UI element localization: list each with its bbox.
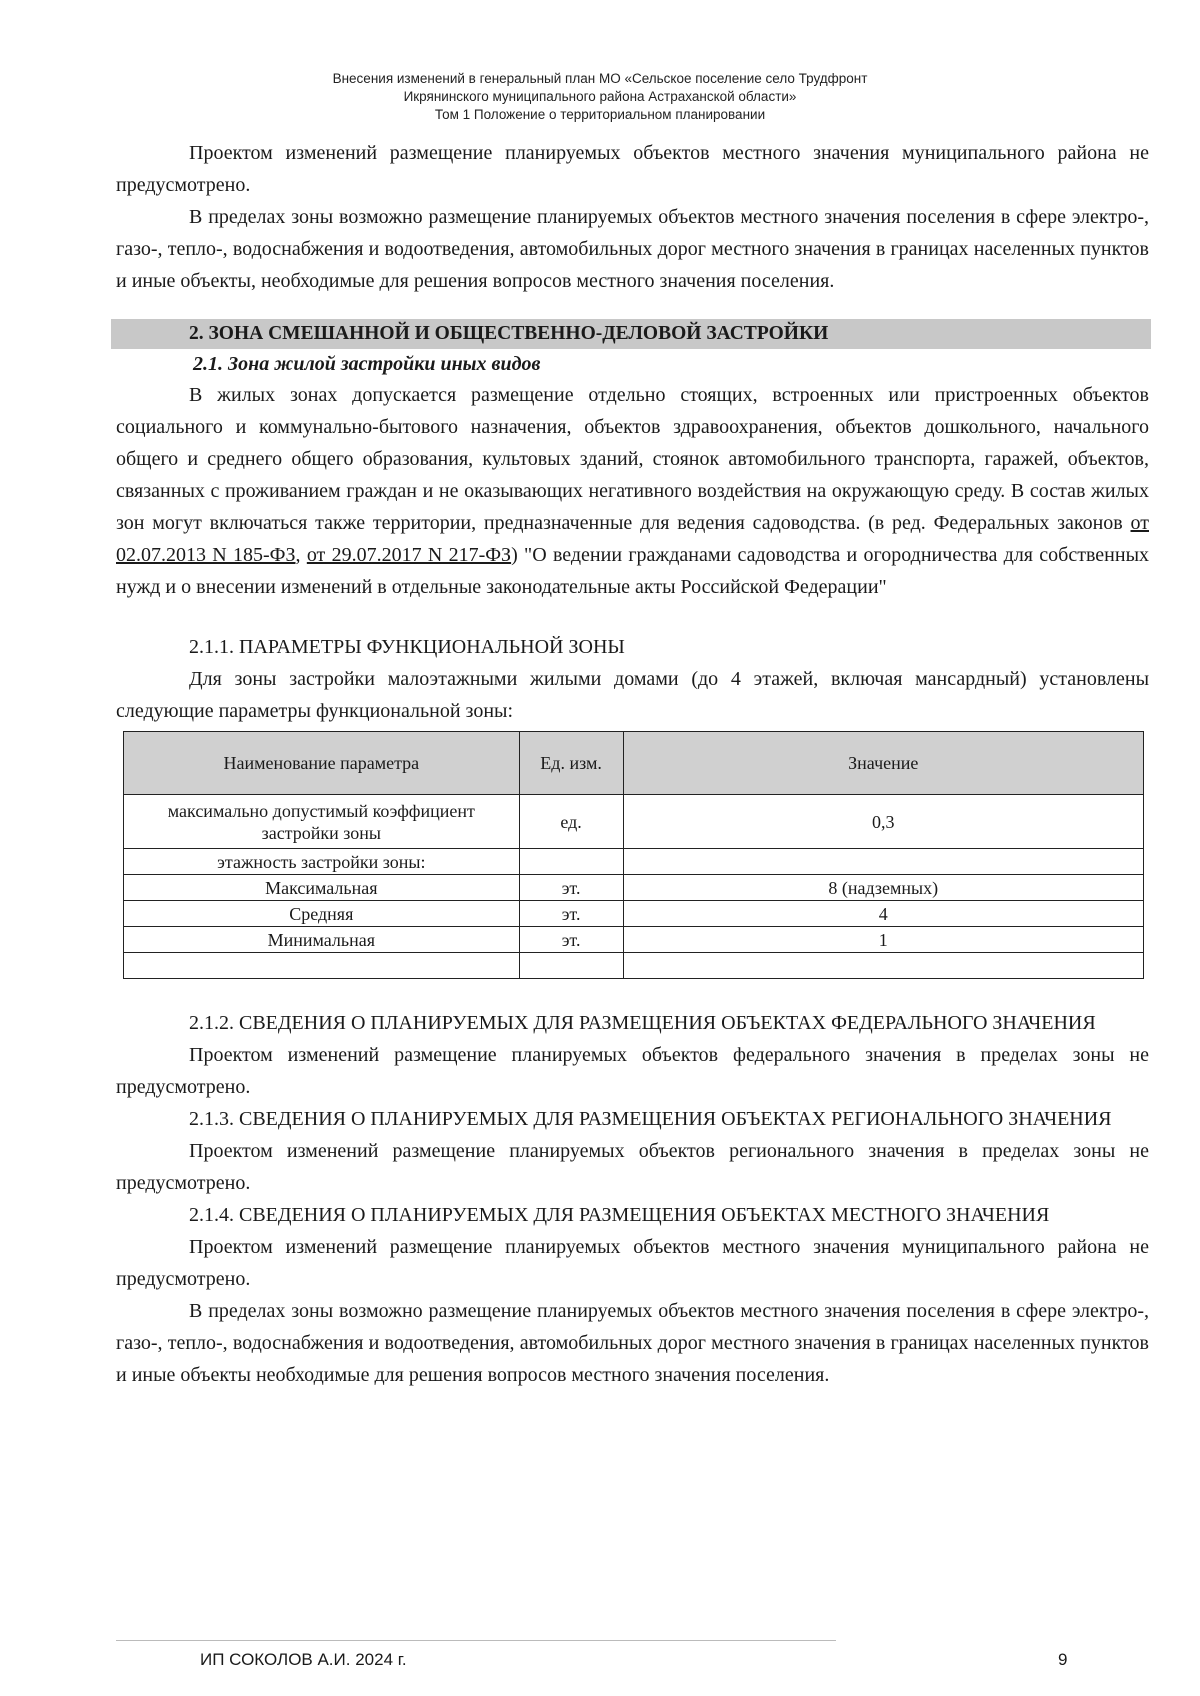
residential-zone-paragraph bbox=[116, 379, 1149, 603]
local-heading: 2.1.4. СВЕДЕНИЯ О ПЛАНИРУЕМЫХ ДЛЯ РАЗМЕЩЕНИЯ ОБЪЕКТАХ МЕСТНОГО ЗНАЧЕНИЯ bbox=[189, 1204, 1050, 1226]
residential-text-part-2: ) "О ведении гражданами садоводства и огородничества для собственных нужд и о внесении изменений в отдельные законодательные акты Российской Федерации" bbox=[116, 544, 1150, 598]
cell-unit: ед. bbox=[519, 795, 623, 849]
header-line-2: Икрянинского муниципального района Астраханской области» bbox=[403, 89, 797, 104]
table-row bbox=[124, 927, 1144, 953]
document-body bbox=[116, 137, 1149, 1391]
table-header-row bbox=[124, 732, 1144, 795]
intro-paragraph-2: В пределах зоны возможно размещение планируемых объектов местного значения поселения в сфере электро-, газо-, тепло-, водоснабжения и водоотведения, автомобильных дорог местного значения в границах населенных пунктов и иные объекты, необходимые для решения вопросов местного значения поселения. bbox=[116, 206, 1149, 292]
footer-divider bbox=[116, 1640, 836, 1641]
law-link-185[interactable]: от 02.07.2013 N 185-ФЗ bbox=[116, 512, 1149, 566]
local-paragraph-1: Проектом изменений размещение планируемых объектов местного значения муниципального района не предусмотрено. bbox=[116, 1236, 1149, 1290]
cell-unit: эт. bbox=[519, 875, 623, 901]
header-line-1: Внесения изменений в генеральный план МО «Сельское поселение село Трудфронт bbox=[332, 71, 868, 86]
cell-unit: эт. bbox=[519, 901, 623, 927]
cell-parameter: максимально допустимый коэффициент застройки зоны bbox=[124, 795, 520, 849]
federal-heading: 2.1.2. СВЕДЕНИЯ О ПЛАНИРУЕМЫХ ДЛЯ РАЗМЕЩЕНИЯ ОБЪЕКТАХ ФЕДЕРАЛЬНОГО ЗНАЧЕНИЯ bbox=[189, 1012, 1096, 1034]
table-row bbox=[124, 875, 1144, 901]
page-header bbox=[0, 70, 1200, 124]
cell-unit bbox=[519, 953, 623, 979]
cell-unit bbox=[519, 849, 623, 875]
local-paragraph-2: В пределах зоны возможно размещение планируемых объектов местного значения поселения в сфере электро-, газо-, тепло-, водоснабжения и водоотведения, автомобильных дорог местного значения в границах населенных пунктов и иные объекты необходимые для решения вопросов местного значения поселения. bbox=[116, 1300, 1149, 1386]
cell-parameter: Средняя bbox=[124, 901, 520, 927]
law-link-217[interactable]: от 29.07.2017 N 217-ФЗ bbox=[306, 544, 512, 566]
table-row bbox=[124, 901, 1144, 927]
cell-unit: эт. bbox=[519, 927, 623, 953]
cell-value: 8 (надземных) bbox=[623, 875, 1143, 901]
cell-parameter bbox=[124, 953, 520, 979]
params-heading: 2.1.1. ПАРАМЕТРЫ ФУНКЦИОНАЛЬНОЙ ЗОНЫ bbox=[189, 636, 625, 658]
federal-text: Проектом изменений размещение планируемых объектов федерального значения в пределах зоны не предусмотрено. bbox=[116, 1044, 1149, 1098]
table-row bbox=[124, 953, 1144, 979]
cell-value bbox=[623, 953, 1143, 979]
regional-heading: 2.1.3. СВЕДЕНИЯ О ПЛАНИРУЕМЫХ ДЛЯ РАЗМЕЩЕНИЯ ОБЪЕКТАХ РЕГИОНАЛЬНОГО ЗНАЧЕНИЯ bbox=[189, 1108, 1112, 1130]
section-2-1-subtitle: 2.1. Зона жилой застройки иных видов bbox=[193, 353, 541, 375]
params-intro: Для зоны застройки малоэтажными жилыми домами (до 4 этажей, включая мансардный) установлены следующие параметры функциональной зоны: bbox=[116, 668, 1149, 722]
footer-author: ИП СОКОЛОВ А.И. 2024 г. bbox=[200, 1650, 407, 1669]
regional-text: Проектом изменений размещение планируемых объектов регионального значения в пределах зоны не предусмотрено. bbox=[116, 1140, 1149, 1194]
header-unit: Ед. изм. bbox=[519, 732, 623, 795]
section-2-title: 2. ЗОНА СМЕШАННОЙ И ОБЩЕСТВЕННО-ДЕЛОВОЙ ЗАСТРОЙКИ bbox=[111, 319, 1151, 349]
cell-value: 0,3 bbox=[623, 795, 1143, 849]
header-parameter-name: Наименование параметра bbox=[124, 732, 520, 795]
intro-paragraph-1: Проектом изменений размещение планируемых объектов местного значения муниципального района не предусмотрено. bbox=[116, 142, 1149, 196]
params-table bbox=[123, 731, 1144, 979]
table-row bbox=[124, 849, 1144, 875]
header-value: Значение bbox=[623, 732, 1143, 795]
page-number: 9 bbox=[1058, 1650, 1068, 1669]
cell-value bbox=[623, 849, 1143, 875]
cell-parameter: этажность застройки зоны: bbox=[124, 849, 520, 875]
header-line-3: Том 1 Положение о территориальном планировании bbox=[434, 107, 766, 122]
residential-text-part-1: В жилых зонах допускается размещение отдельно стоящих, встроенных или пристроенных объектов социального и коммунально-бытового назначения, объектов здравоохранения, объектов дошкольного, начального общего и среднего общего образования, культовых зданий, стоянок автомобильного транспорта, гаражей, объектов, связанных с проживанием граждан и не оказывающих негативного воздействия на окружающую среду. В состав жилых зон могут включаться также территории, предназначенные для ведения садоводства. (в ред. Федеральных законов bbox=[116, 384, 1149, 534]
cell-parameter: Минимальная bbox=[124, 927, 520, 953]
cell-value: 4 bbox=[623, 901, 1143, 927]
table-row bbox=[124, 795, 1144, 849]
cell-parameter: Максимальная bbox=[124, 875, 520, 901]
cell-value: 1 bbox=[623, 927, 1143, 953]
law-link-separator: , bbox=[295, 544, 307, 566]
